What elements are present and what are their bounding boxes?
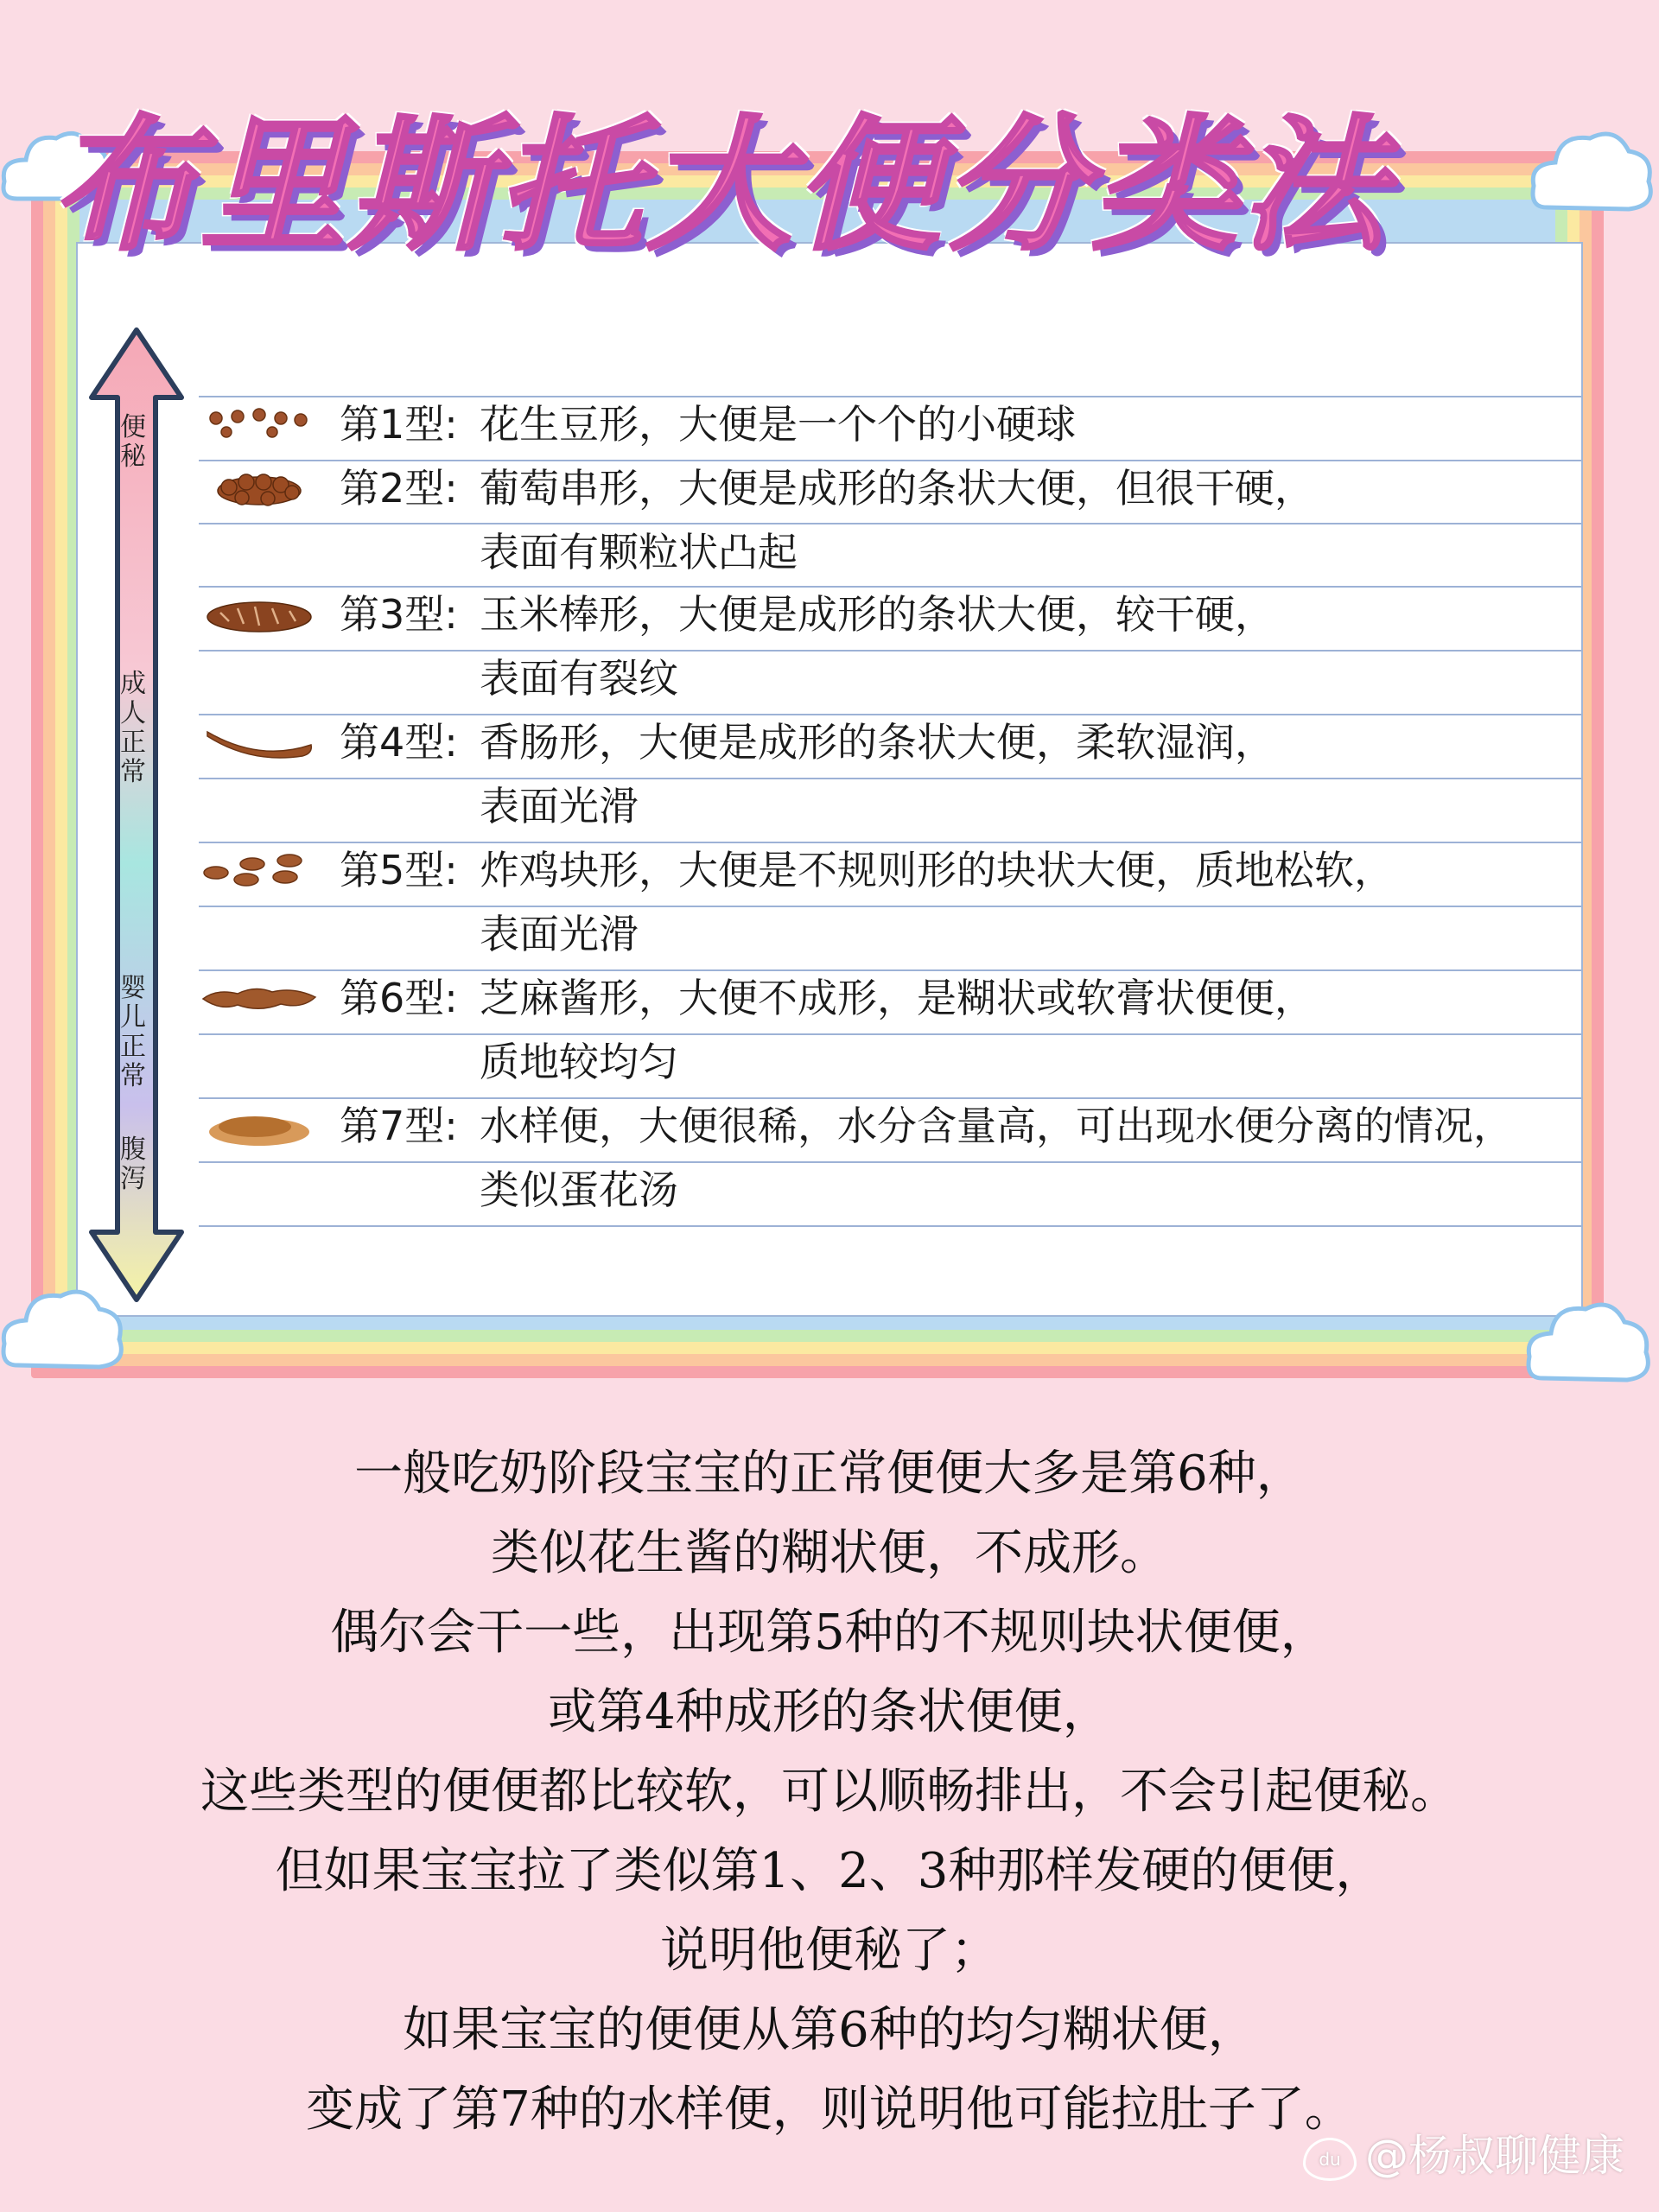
soft-blobs-icon bbox=[199, 838, 320, 902]
ruled-line bbox=[199, 650, 1581, 652]
type-description: 表面光滑 bbox=[480, 783, 639, 830]
watermark-logo-icon: du bbox=[1303, 2138, 1357, 2181]
paragraph-line: 偶尔会干一些，出现第5种的不规则块状便便， bbox=[330, 1605, 1329, 1661]
type-label: 第4型: bbox=[340, 719, 458, 766]
stool-type-row bbox=[199, 582, 1581, 702]
type-description: 表面有颗粒状凸起 bbox=[480, 529, 798, 575]
type-label: 第2型: bbox=[340, 465, 458, 512]
watery-icon bbox=[199, 1094, 320, 1158]
page-title: 布里斯托大便分类法 bbox=[52, 101, 1389, 270]
lumpy-sausage-icon bbox=[199, 456, 320, 520]
type-description: 表面有裂纹 bbox=[480, 655, 678, 702]
paragraph-line: 说明他便秘了； bbox=[660, 1923, 999, 1979]
type-label: 第6型: bbox=[340, 975, 458, 1021]
paragraph-line: 这些类型的便便都比较软，可以顺畅排出，不会引起便秘。 bbox=[200, 1764, 1459, 1820]
type-description: 水样便，大便很稀，水分含量高，可出现水便分离的情况， bbox=[480, 1103, 1513, 1149]
type-description: 类似蛋花汤 bbox=[480, 1166, 678, 1213]
stool-type-row bbox=[199, 966, 1581, 1085]
label-adult-normal: 成人正常 bbox=[120, 669, 146, 787]
cracked-sausage-icon bbox=[199, 582, 320, 646]
cloud-bottom-right-icon bbox=[1525, 1283, 1659, 1404]
smooth-sausage-icon bbox=[199, 710, 320, 774]
paragraph-line: 变成了第7种的水样便，则说明他可能拉肚子了。 bbox=[306, 2082, 1353, 2138]
type-description: 炸鸡块形，大便是不规则形的块状大便，质地松软， bbox=[480, 847, 1394, 893]
ruled-line bbox=[199, 778, 1581, 779]
paragraph-line: 但如果宝宝拉了类似第1、2、3种那样发硬的便便， bbox=[275, 1843, 1384, 1899]
type-description: 葡萄串形，大便是成形的条状大便，但很干硬， bbox=[480, 465, 1314, 512]
type-description: 质地较均匀 bbox=[480, 1039, 678, 1085]
type-label: 第3型: bbox=[340, 591, 458, 638]
stool-type-row bbox=[199, 1094, 1581, 1213]
ruled-line bbox=[199, 1033, 1581, 1035]
hard-lumps-icon bbox=[199, 392, 320, 456]
paragraph-line: 一般吃奶阶段宝宝的正常便便大多是第6种， bbox=[354, 1446, 1305, 1502]
cloud-top-right-icon bbox=[1529, 121, 1659, 233]
type-description: 芝麻酱形，大便不成形，是糊状或软膏状便便， bbox=[480, 975, 1314, 1021]
label-infant-normal: 婴儿正常 bbox=[120, 973, 146, 1091]
stool-type-row bbox=[199, 838, 1581, 957]
stool-type-row bbox=[199, 392, 1581, 456]
watermark bbox=[1303, 2121, 1624, 2183]
type-description: 香肠形，大便是成形的条状大便，柔软湿润， bbox=[480, 719, 1274, 766]
ruled-line bbox=[199, 523, 1581, 524]
paragraph-line: 类似花生酱的糊状便，不成形。 bbox=[491, 1525, 1168, 1581]
stool-type-row bbox=[199, 456, 1581, 575]
type-description: 花生豆形，大便是一个个的小硬球 bbox=[480, 401, 1076, 448]
type-label: 第7型: bbox=[340, 1103, 458, 1149]
type-label: 第5型: bbox=[340, 847, 458, 893]
type-description: 玉米棒形，大便是成形的条状大便，较干硬， bbox=[480, 591, 1274, 638]
paragraph-line: 或第4种成形的条状便便， bbox=[548, 1684, 1111, 1740]
label-diarrhea: 腹泻 bbox=[120, 1135, 146, 1194]
watermark-text: @杨叔聊健康 bbox=[1365, 2131, 1624, 2181]
label-constipation: 便秘 bbox=[120, 412, 146, 472]
ruled-line bbox=[199, 1225, 1581, 1227]
explanation-paragraph bbox=[0, 1434, 1659, 2150]
paragraph-line: 如果宝宝的便便从第6种的均匀糊状便， bbox=[403, 2002, 1256, 2058]
ruled-line bbox=[199, 1161, 1581, 1163]
stool-type-row bbox=[199, 710, 1581, 830]
mushy-icon bbox=[199, 966, 320, 1030]
ruled-line bbox=[199, 906, 1581, 907]
type-label: 第1型: bbox=[340, 401, 458, 448]
type-description: 表面光滑 bbox=[480, 911, 639, 957]
